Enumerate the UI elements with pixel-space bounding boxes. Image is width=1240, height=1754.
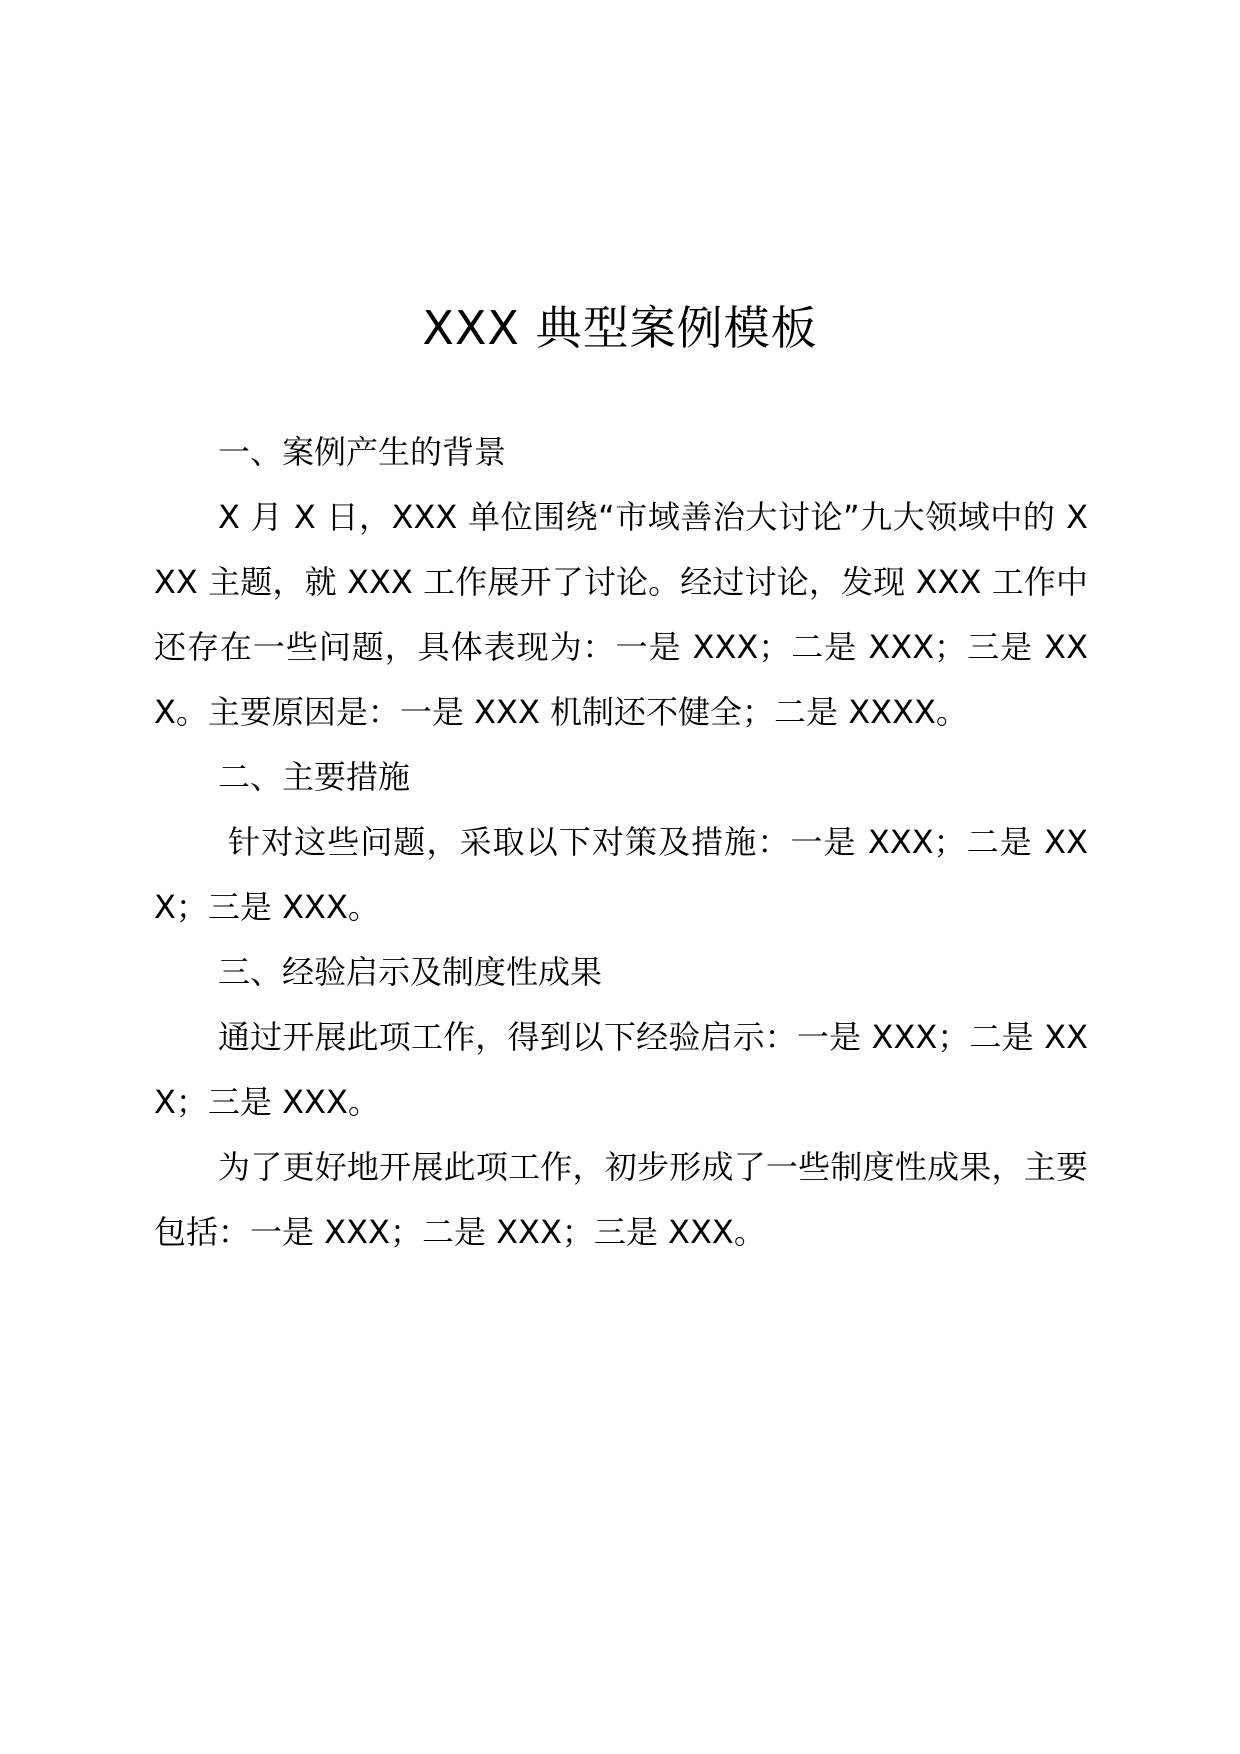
paragraph-background: X 月 X 日，XXX 单位围绕“市域善治大讨论”九大领域中的 XXX 主题，就 XXX 工作展开了讨论。经过讨论，发现 XXX 工作中还存在一些问题，具体表现为：一是 XXX；二是 XXX；三是 XXX。主要原因是：一是 XXX 机制还不健全；二是 XXXX。: [154, 498, 1088, 731]
document-title: XXX 典型案例模板: [422, 301, 818, 355]
section-heading-lessons: 三、经验启示及制度性成果: [218, 953, 603, 991]
section-heading-background: 一、案例产生的背景: [218, 433, 507, 471]
document-body: [154, 420, 1088, 1265]
section-heading-measures: 二、主要措施: [218, 758, 411, 796]
paragraph-measures: 针对这些问题，采取以下对策及措施：一是 XXX；二是 XXX；三是 XXX。: [154, 823, 1088, 926]
paragraph-lessons: 通过开展此项工作，得到以下经验启示：一是 XXX；二是 XXX；三是 XXX。: [154, 1018, 1088, 1121]
paragraph-institutional-results: 为了更好地开展此项工作，初步形成了一些制度性成果，主要包括：一是 XXX；二是 XXX；三是 XXX。: [154, 1148, 1088, 1251]
